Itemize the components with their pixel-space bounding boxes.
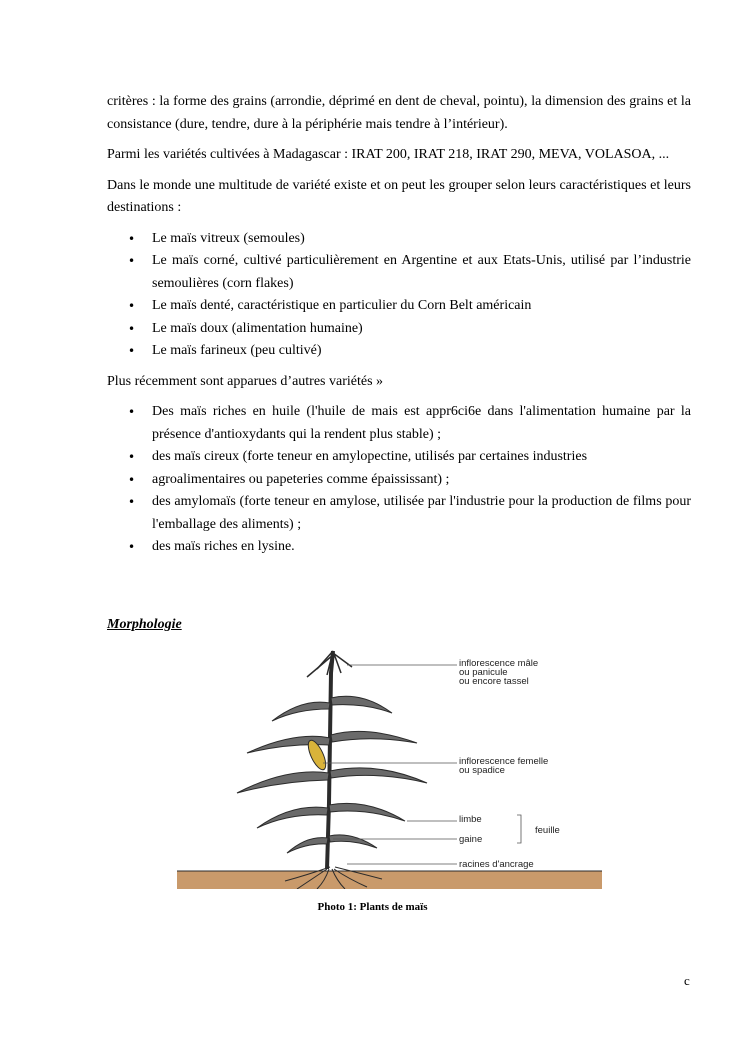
label-tassel: ou encore tassel [459, 676, 529, 687]
list-item: • Le maïs corné, cultivé particulièrement en Argentine et aux Etats-Unis, utilisé par l’industrie semoulières (corn flakes) [107, 250, 691, 295]
section-heading-morphologie: Morphologie [107, 617, 182, 632]
paragraph-criteria: critères : la forme des grains (arrondie, déprimé en dent de cheval, pointu), la dimension des grains et la consistance (dure, tendre, dure à la périphérie mais tendre à l’intérieur). [107, 94, 691, 132]
body-text-top [107, 91, 691, 559]
bullet-icon: • [128, 450, 136, 464]
label-feuille: feuille [535, 825, 560, 836]
bullet-icon: • [128, 231, 136, 246]
list-item: • des maïs riches en lysine. [107, 536, 691, 559]
paragraph-world-varieties: Dans le monde une multitude de variété existe et on peut les grouper selon leurs caractéristiques et leurs destinations : [107, 177, 691, 215]
label-panicule: ou panicule [459, 667, 508, 678]
label-limbe: limbe [459, 814, 482, 825]
list-maize-types [107, 228, 691, 363]
label-racines: racines d'ancrage [459, 859, 534, 870]
list-item: • Le maïs vitreux (semoules) [107, 228, 691, 251]
list-item: • Le maïs farineux (peu cultivé) [107, 340, 691, 363]
paragraph-recent-varieties: Plus récemment sont apparues d’autres variétés » [107, 373, 384, 389]
figure-caption: Photo 1: Plants de maïs [317, 901, 428, 913]
bullet-icon: • [128, 405, 136, 419]
bullet-icon: • [128, 344, 136, 358]
list-item: • Le maïs doux (alimentation humaine) [107, 318, 691, 341]
page-number: c [684, 973, 690, 988]
list-item: • Des maïs riches en huile (l'huile de mais est appr6ci6e dans l'alimentation humaine par la présence d'antioxydants qui la rendent plus stable) ; [107, 401, 691, 446]
maize-plant-figure [177, 643, 602, 889]
maize-plant-illustration [177, 643, 602, 889]
bullet-icon: • [128, 495, 136, 509]
list-item: • Le maïs denté, caractéristique en particulier du Corn Belt américain [107, 295, 691, 318]
label-gaine: gaine [459, 834, 483, 845]
list-recent-varieties [107, 401, 691, 559]
paragraph-madagascar-varieties: Parmi les variétés cultivées à Madagascar : IRAT 200, IRAT 218, IRAT 290, MEVA, VOLASOA, ... [107, 147, 670, 162]
bullet-icon: • [128, 254, 136, 268]
bullet-icon: • [128, 299, 136, 313]
label-inflorescence-femelle: inflorescence femelle [459, 756, 549, 767]
list-item: • des maïs cireux (forte teneur en amylopectine, utilisés par certaines industries [107, 446, 691, 469]
bullet-icon: • [128, 321, 136, 336]
label-inflorescence-male: inflorescence mâle [459, 658, 539, 669]
list-item: • agroalimentaires ou papeteries comme épaississant) ; [107, 469, 691, 492]
bullet-icon: • [128, 540, 136, 554]
list-item: • des amylomaïs (forte teneur en amylose, utilisée par l'industrie pour la production de films pour l'emballage des aliments) ; [107, 491, 691, 536]
bullet-icon: • [128, 472, 136, 487]
soil-band [177, 871, 602, 889]
label-spadice: ou spadice [459, 765, 505, 776]
